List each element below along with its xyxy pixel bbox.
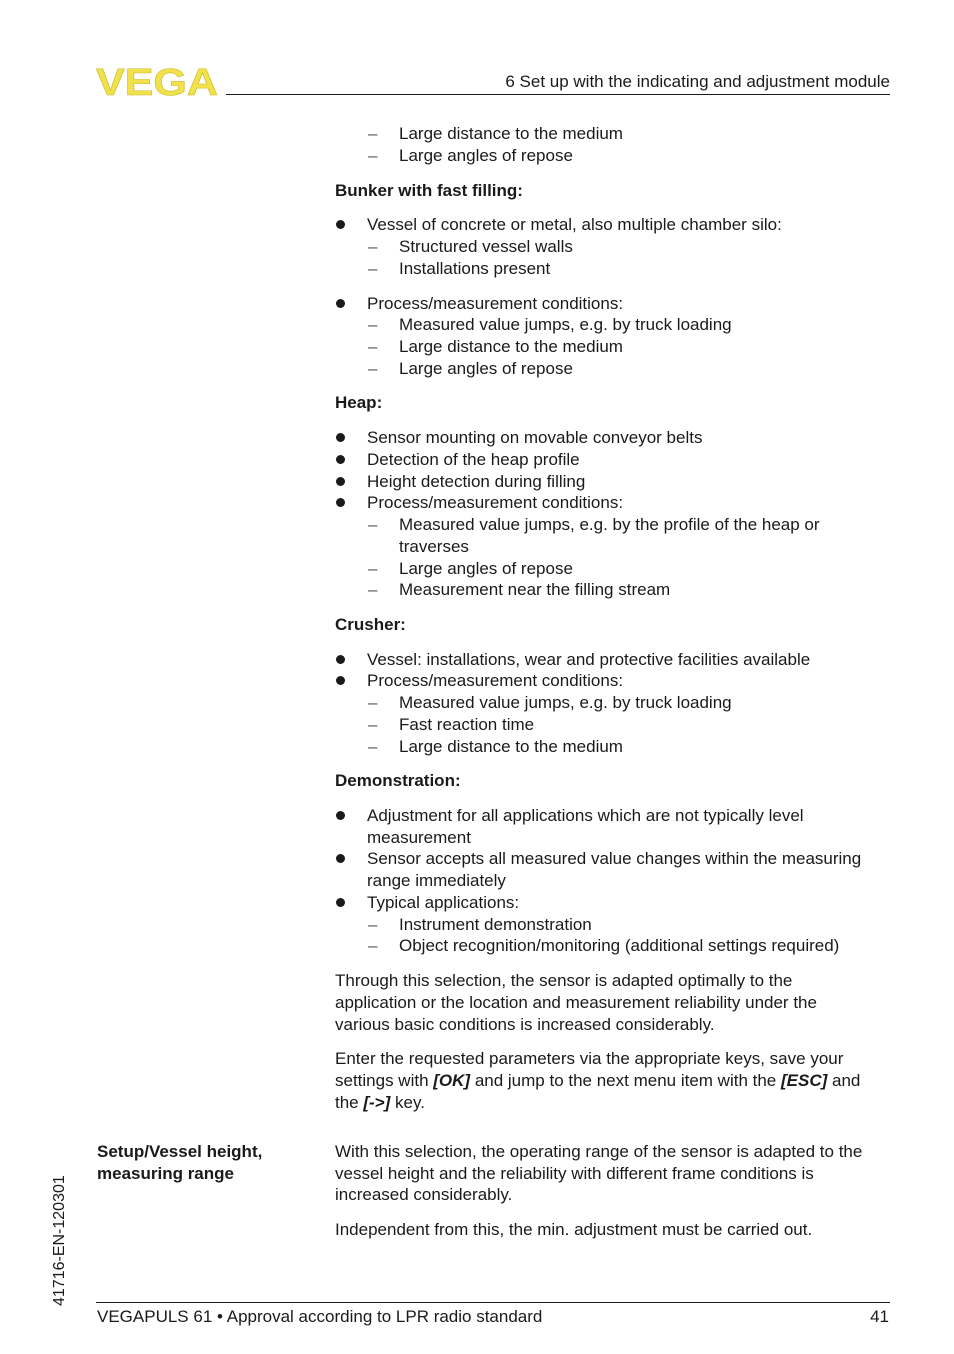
key-ok: [OK] — [433, 1071, 471, 1090]
list-subitem: Measurement near the filling stream — [399, 580, 671, 599]
vega-logo — [96, 66, 220, 98]
list-item: Adjustment for all applications which are not typically level — [367, 806, 804, 825]
page-number: 41 — [870, 1307, 889, 1326]
paragraph-line: increased considerably. — [335, 1185, 513, 1204]
list-subitem: Object recognition/monitoring (additional settings required) — [399, 936, 840, 955]
paragraph-line — [335, 1092, 425, 1114]
key-esc: [ESC] — [780, 1071, 828, 1090]
dash-marker: – — [368, 146, 378, 165]
bullet-icon — [336, 811, 345, 820]
list-subitem: Installations present — [399, 259, 551, 278]
list-subitem: Large distance to the medium — [399, 124, 623, 143]
list-subitem: Large distance to the medium — [399, 337, 623, 356]
dash-marker: – — [368, 737, 378, 756]
dash-marker: – — [368, 936, 378, 955]
list-item: Detection of the heap profile — [367, 450, 580, 469]
dash-marker: – — [368, 715, 378, 734]
dash-marker: – — [368, 693, 378, 712]
section-heading-heap: Heap: — [335, 393, 383, 412]
section-heading-crusher: Crusher: — [335, 615, 406, 634]
list-subitem: Fast reaction time — [399, 715, 535, 734]
list-item: Process/measurement conditions: — [367, 294, 624, 313]
dash-marker: – — [368, 559, 378, 578]
list-item: Vessel of concrete or metal, also multiple chamber silo: — [367, 215, 782, 234]
dash-marker: – — [368, 915, 378, 934]
dash-marker: – — [368, 515, 378, 534]
list-item: Height detection during filling — [367, 472, 586, 491]
text-run: the — [335, 1093, 364, 1112]
key-arrow: [->] — [363, 1093, 391, 1112]
bullet-icon — [336, 477, 345, 486]
text-run: settings with — [335, 1071, 434, 1090]
paragraph-line: vessel height and the reliability with different frame conditions is — [335, 1164, 814, 1183]
header-divider — [226, 94, 890, 95]
bullet-icon — [336, 655, 345, 664]
list-item: Process/measurement conditions: — [367, 671, 624, 690]
paragraph-line: Enter the requested parameters via the appropriate keys, save your — [335, 1049, 844, 1068]
dash-marker: – — [368, 259, 378, 278]
list-subitem: Large angles of repose — [399, 559, 573, 578]
list-item-continuation: measurement — [367, 828, 471, 847]
list-subitem: Large angles of repose — [399, 146, 573, 165]
bullet-icon — [336, 433, 345, 442]
list-subitem: Measured value jumps, e.g. by the profile of the heap or — [399, 515, 820, 534]
list-subitem: Structured vessel walls — [399, 237, 573, 256]
bullet-icon — [336, 854, 345, 863]
list-item: Sensor mounting on movable conveyor belts — [367, 428, 703, 447]
bullet-icon — [336, 220, 345, 229]
list-subitem: Measured value jumps, e.g. by truck loading — [399, 693, 732, 712]
bullet-icon — [336, 299, 345, 308]
paragraph-line: With this selection, the operating range of the sensor is adapted to the — [335, 1142, 863, 1161]
paragraph-line: various basic conditions is increased considerably. — [335, 1015, 715, 1034]
list-subitem: Measured value jumps, e.g. by truck loading — [399, 315, 732, 334]
list-subitem: Large angles of repose — [399, 359, 573, 378]
section-heading-demonstration: Demonstration: — [335, 771, 461, 790]
dash-marker: – — [368, 580, 378, 599]
list-item-continuation: range immediately — [367, 871, 506, 890]
list-item: Sensor accepts all measured value changes within the measuring — [367, 849, 862, 868]
bullet-icon — [336, 676, 345, 685]
bullet-icon — [336, 498, 345, 507]
section-header: 6 Set up with the indicating and adjustment module — [505, 72, 890, 91]
side-label: Setup/Vessel height, — [97, 1142, 263, 1161]
dash-marker: – — [368, 237, 378, 256]
text-run: key. — [390, 1093, 425, 1112]
paragraph-line: application or the location and measurement reliability under the — [335, 993, 817, 1012]
bullet-icon — [336, 455, 345, 464]
dash-marker: – — [368, 359, 378, 378]
section-heading-bunker: Bunker with fast filling: — [335, 181, 523, 200]
list-subitem-continuation: traverses — [399, 537, 469, 556]
text-run: and — [827, 1071, 861, 1090]
logo-text: VEGA — [96, 66, 218, 98]
dash-marker: – — [368, 315, 378, 334]
paragraph-line: Through this selection, the sensor is adapted optimally to the — [335, 971, 793, 990]
footer-divider — [96, 1302, 890, 1303]
paragraph-line — [335, 1070, 860, 1092]
list-subitem: Instrument demonstration — [399, 915, 592, 934]
footer-title: VEGAPULS 61 • Approval according to LPR radio standard — [97, 1307, 543, 1326]
dash-marker: – — [368, 124, 378, 143]
text-run: and jump to the next menu item with the — [470, 1071, 781, 1090]
list-subitem: Large distance to the medium — [399, 737, 623, 756]
document-code: 41716-EN-120301 — [51, 1175, 68, 1306]
list-item: Vessel: installations, wear and protective facilities available — [367, 650, 811, 669]
paragraph-line: Independent from this, the min. adjustment must be carried out. — [335, 1220, 813, 1239]
side-label: measuring range — [97, 1164, 234, 1183]
list-item: Process/measurement conditions: — [367, 493, 624, 512]
bullet-icon — [336, 898, 345, 907]
dash-marker: – — [368, 337, 378, 356]
list-item: Typical applications: — [367, 893, 520, 912]
